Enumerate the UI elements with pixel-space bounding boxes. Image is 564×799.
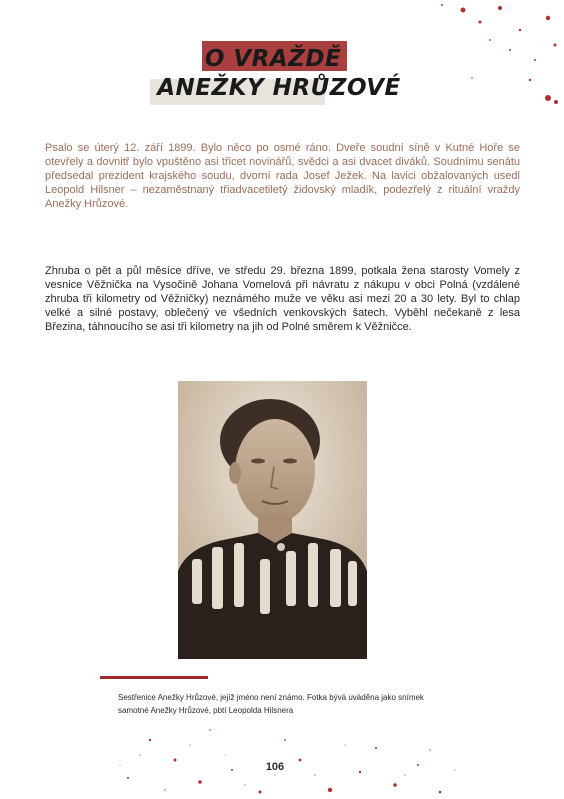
portrait-photo [178,381,367,659]
lead-paragraph: Psalo se úterý 12. září 1899. Bylo něco po osmé ráno. Dveře soudní síně v Kutné Hoře se otevřely a dovnitř bylo vpuštěno asi třicet novinářů, svědci a asi dvacet diváků. Soudnímu senátu předsedal prezident krajského soudu, dvorní rada Josef Ježek. Na lavici obžalovaných usedl Leopold Hilsner – nezaměstnaný třiadvacetiletý židovský mladík, podezřelý z rituální vraždy Anežky Hrůzové. [45,142,520,210]
photo-caption: Sestřenice Anežky Hrůzové, jejíž jméno není známo. Fotka bývá uváděna jako snímek samotné Anežky Hrůzové, pbtí Leopolda Hilsnera [118,693,424,715]
title-line-1: O VRAŽDĚ [204,46,342,72]
article-title [150,41,400,111]
title-line-2: ANEŽKY HRŮZOVÉ [157,75,401,101]
body-paragraph: Zhruba o pět a půl měsíce dříve, ve středu 29. března 1899, potkala žena starosty Vomely z vesnice Věžnička na Vysočině Johana Vomelová při návratu z nákupu v obci Polná (vzdálené zhruba tři kilometry od Věžničky) neznámého muže ve věku asi mezi 20 a 30 lety. Byl to chlap velké a silné postavy, oblečený ve všedních venkovských šatech. Vyběhl nečekaně z lesa Březina, táhnoucího se asi tři kilometry na jih od Polné směrem k Věžničce. [45,265,520,333]
page-number: 106 [265,761,285,773]
caption-rule [100,676,208,679]
